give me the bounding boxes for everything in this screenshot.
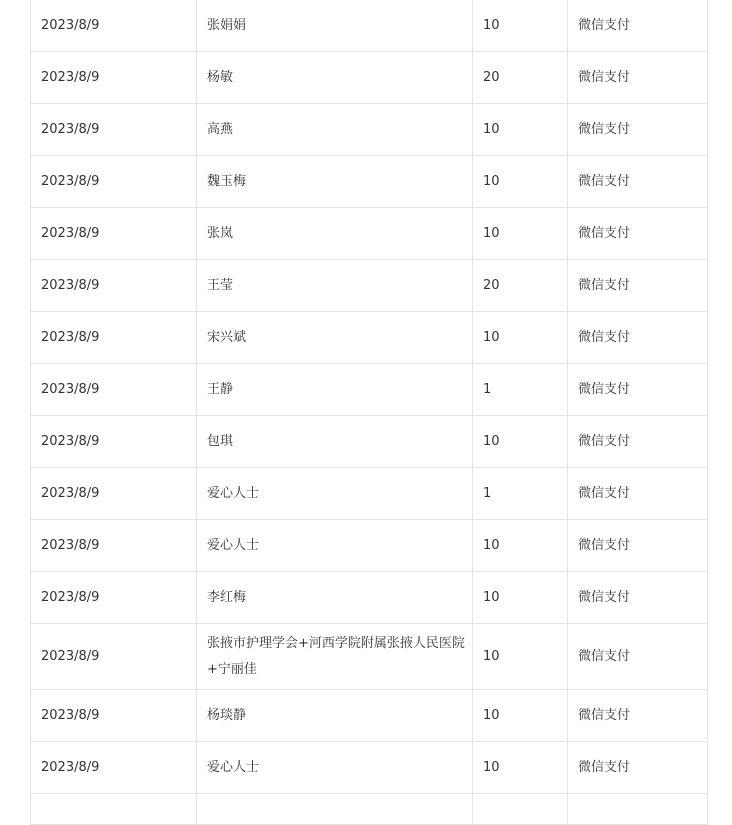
donor-name-cell: 魏玉梅 [197, 156, 473, 208]
donation-table [30, 0, 708, 825]
donor-name-cell: 张掖市护理学会+河西学院附属张掖人民医院+宁丽佳 [197, 624, 473, 690]
amount-cell: 10 [473, 624, 568, 690]
table-row-partial [31, 794, 708, 825]
donor-name-cell: 爱心人士 [197, 520, 473, 572]
date-cell: 2023/8/9 [31, 364, 197, 416]
table-row [31, 416, 708, 468]
payment-method-cell: 微信支付 [568, 104, 708, 156]
date-cell: 2023/8/9 [31, 104, 197, 156]
donor-name-cell: 王静 [197, 364, 473, 416]
donor-name-cell: 爱心人士 [197, 468, 473, 520]
table-row [31, 52, 708, 104]
donor-name-cell: 杨敏 [197, 52, 473, 104]
payment-method-cell: 微信支付 [568, 468, 708, 520]
amount-cell: 10 [473, 156, 568, 208]
amount-cell: 10 [473, 312, 568, 364]
date-cell: 2023/8/9 [31, 690, 197, 742]
donor-name-cell: 张岚 [197, 208, 473, 260]
date-cell: 2023/8/9 [31, 312, 197, 364]
amount-cell: 10 [473, 0, 568, 52]
date-cell: 2023/8/9 [31, 416, 197, 468]
payment-method-cell: 微信支付 [568, 572, 708, 624]
date-cell: 2023/8/9 [31, 0, 197, 52]
date-cell: 2023/8/9 [31, 742, 197, 794]
date-cell: 2023/8/9 [31, 156, 197, 208]
payment-method-cell: 微信支付 [568, 690, 708, 742]
amount-cell: 10 [473, 572, 568, 624]
date-cell: 2023/8/9 [31, 520, 197, 572]
table-row [31, 624, 708, 690]
payment-method-cell [568, 794, 708, 825]
donor-name-cell: 爱心人士 [197, 742, 473, 794]
amount-cell: 20 [473, 260, 568, 312]
payment-method-cell: 微信支付 [568, 208, 708, 260]
amount-cell: 1 [473, 364, 568, 416]
donor-name-cell: 王莹 [197, 260, 473, 312]
table-row [31, 364, 708, 416]
table-row [31, 156, 708, 208]
table-row [31, 690, 708, 742]
payment-method-cell: 微信支付 [568, 364, 708, 416]
amount-cell: 10 [473, 520, 568, 572]
table-row [31, 468, 708, 520]
payment-method-cell: 微信支付 [568, 312, 708, 364]
amount-cell: 10 [473, 690, 568, 742]
donor-name-cell: 张娟娟 [197, 0, 473, 52]
table-row [31, 0, 708, 52]
payment-method-cell: 微信支付 [568, 742, 708, 794]
table-row [31, 742, 708, 794]
donor-name-cell: 宋兴斌 [197, 312, 473, 364]
date-cell: 2023/8/9 [31, 208, 197, 260]
donation-table-container [30, 0, 707, 825]
donor-name-cell: 杨琰静 [197, 690, 473, 742]
amount-cell: 10 [473, 208, 568, 260]
date-cell: 2023/8/9 [31, 572, 197, 624]
donor-name-cell: 李红梅 [197, 572, 473, 624]
amount-cell: 10 [473, 104, 568, 156]
payment-method-cell: 微信支付 [568, 156, 708, 208]
table-row [31, 572, 708, 624]
date-cell: 2023/8/9 [31, 260, 197, 312]
table-row [31, 208, 708, 260]
date-cell: 2023/8/9 [31, 52, 197, 104]
date-cell: 2023/8/9 [31, 624, 197, 690]
amount-cell: 10 [473, 742, 568, 794]
donor-name-cell: 包琪 [197, 416, 473, 468]
date-cell [31, 794, 197, 825]
payment-method-cell: 微信支付 [568, 0, 708, 52]
donor-name-cell [197, 794, 473, 825]
amount-cell: 10 [473, 416, 568, 468]
table-row [31, 104, 708, 156]
amount-cell: 1 [473, 468, 568, 520]
amount-cell: 20 [473, 52, 568, 104]
table-row [31, 312, 708, 364]
payment-method-cell: 微信支付 [568, 52, 708, 104]
payment-method-cell: 微信支付 [568, 260, 708, 312]
payment-method-cell: 微信支付 [568, 624, 708, 690]
table-row [31, 520, 708, 572]
payment-method-cell: 微信支付 [568, 520, 708, 572]
date-cell: 2023/8/9 [31, 468, 197, 520]
donor-name-cell: 高燕 [197, 104, 473, 156]
amount-cell [473, 794, 568, 825]
table-row [31, 260, 708, 312]
payment-method-cell: 微信支付 [568, 416, 708, 468]
